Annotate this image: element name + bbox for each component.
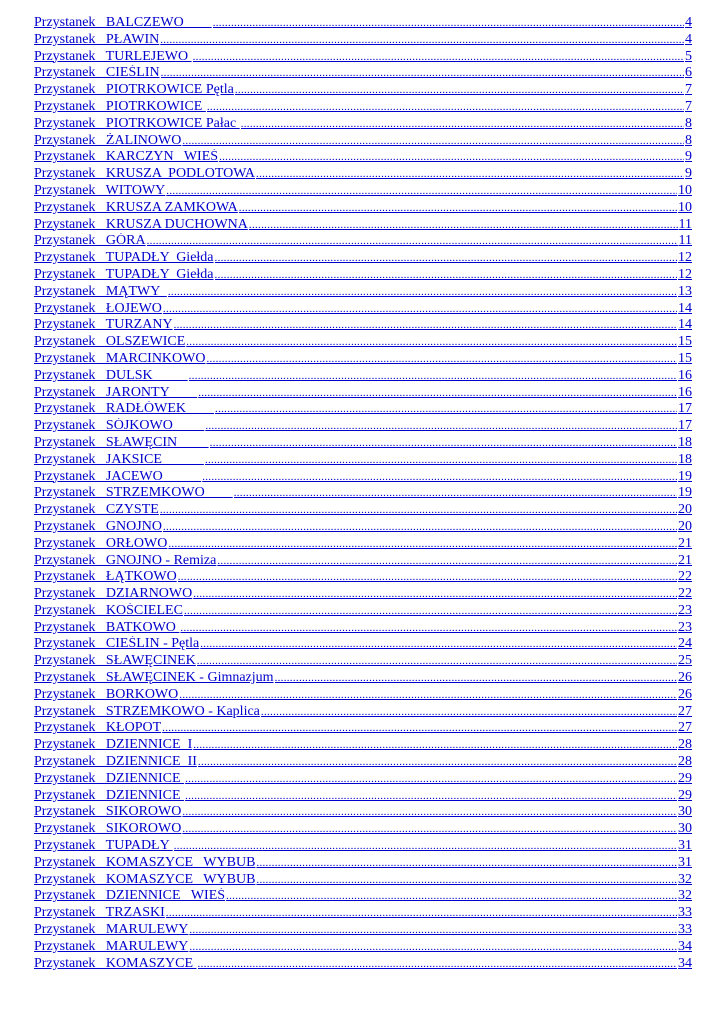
toc-entry-label: Przystanek SIKOROWO [34,821,182,837]
toc-entry-link[interactable] [34,502,692,519]
toc-entry-label: Przystanek DZIARNOWO [34,586,193,602]
toc-dot-leader [189,368,677,385]
toc-entry-link[interactable] [34,905,692,922]
toc-entry-page-number: 8 [685,115,692,131]
toc-entry-link[interactable] [34,133,692,150]
toc-entry-label: Przystanek ŁĄTKOWO [34,569,177,585]
toc-entry-label: Przystanek PIOTRKOWICE Pałac [34,115,240,131]
toc-entry-label: Przystanek KOMASZYCE WYBUB [34,871,256,887]
toc-entry-page-number: 9 [685,149,692,165]
toc-entry-page-number: 10 [678,182,692,198]
toc-entry-page-number: 31 [678,838,692,854]
toc-entry-link[interactable] [34,351,692,368]
toc-dot-leader [205,452,677,469]
toc-dot-leader [198,754,677,771]
toc-entry-page-number: 13 [678,283,692,299]
toc-dot-leader [189,939,677,956]
toc-entry-label: Przystanek CZYSTE [34,502,159,518]
toc-entry-page-number: 16 [678,384,692,400]
toc-entry-page-number: 9 [685,166,692,182]
toc-entry-page-number: 31 [678,854,692,870]
toc-entry-link[interactable] [34,166,692,183]
toc-entry-link[interactable] [34,183,692,200]
toc-entry-page-number: 24 [678,636,692,652]
toc-entry-link[interactable] [34,452,692,469]
toc-entry-link[interactable] [34,838,692,855]
toc-entry-link[interactable] [34,704,692,721]
toc-entry-page-number: 30 [678,821,692,837]
toc-dot-leader [168,536,677,553]
toc-entry-link[interactable] [34,99,692,116]
toc-entry-label: Przystanek DZIENNICE [34,787,185,803]
toc-entry-label: Przystanek BORKOWO [34,686,179,702]
toc-entry-label: Przystanek CIEŚLIN [34,65,160,81]
toc-entry-page-number: 6 [685,65,692,81]
toc-entry-label: Przystanek BALCZEWO [34,15,212,30]
toc-entry-label: Przystanek KOŚCIELEC [34,602,183,618]
toc-dot-leader [180,620,677,637]
toc-entry-label: Przystanek SIKOROWO [34,804,182,820]
toc-entry-page-number: 33 [678,905,692,921]
toc-dot-leader [235,82,684,99]
toc-dot-leader [163,301,677,318]
toc-dot-leader [160,502,677,519]
toc-entry-label: Przystanek KRUSZA ZAMKOWA [34,199,238,215]
toc-dot-leader [210,435,677,452]
toc-entry-link[interactable] [34,317,692,334]
toc-dot-leader [166,183,677,200]
toc-dot-leader [182,804,677,821]
toc-entry-label: Przystanek ŁOJEWO [34,300,162,316]
toc-dot-leader [193,586,677,603]
toc-entry-label: Przystanek JACEWO [34,468,202,484]
toc-entry-page-number: 4 [685,15,692,30]
toc-entry-page-number: 22 [678,586,692,602]
toc-entry-page-number: 11 [678,233,692,249]
toc-entry-label: Przystanek JARONTY [34,384,198,400]
toc-dot-leader [275,670,677,687]
toc-entry-label: Przystanek PŁAWIN [34,31,160,47]
toc-dot-leader [207,99,684,116]
toc-entry-label: Przystanek ŻALINOWO [34,132,182,148]
toc-entry-link[interactable] [34,301,692,318]
toc-entry-link[interactable] [34,334,692,351]
toc-dot-leader [166,905,677,922]
toc-entry-page-number: 26 [678,670,692,686]
toc-entry-label: Przystanek KŁOPOT [34,720,162,736]
toc-entry-label: Przystanek CIEŚLIN - Pętla [34,636,200,652]
toc-entry-link[interactable] [34,737,692,754]
toc-dot-leader [182,821,677,838]
toc-entry-label: Przystanek BATKOWO [34,619,180,635]
toc-dot-leader [185,771,677,788]
toc-entry-link[interactable] [34,32,692,49]
toc-entry-page-number: 33 [678,922,692,938]
toc-entry-label: Przystanek OLSZEWICE [34,334,186,350]
toc-entry-label: Przystanek DULSK [34,367,188,383]
toc-entry-page-number: 12 [678,266,692,282]
toc-entry-link[interactable] [34,620,692,637]
toc-dot-leader [205,418,677,435]
toc-entry-label: Przystanek SÓJKOWO [34,418,205,434]
toc-entry-label: Przystanek KARCZYN WIEŚ [34,149,219,165]
toc-dot-leader [217,553,677,570]
toc-entry-page-number: 21 [678,535,692,551]
toc-entry-link[interactable] [34,939,692,956]
toc-entry-label: Przystanek JAKSICE [34,451,204,467]
toc-entry-link[interactable] [34,855,692,872]
toc-entry-label: Przystanek TURZANY [34,317,173,333]
toc-entry-link[interactable] [34,636,692,653]
toc-entry-link[interactable] [34,15,692,32]
toc-entry-link[interactable] [34,385,692,402]
toc-entry-page-number: 17 [678,418,692,434]
toc-entry-page-number: 15 [678,350,692,366]
toc-entry-link[interactable] [34,284,692,301]
toc-entry-link[interactable] [34,200,692,217]
toc-dot-leader [206,351,677,368]
toc-dot-leader [239,200,677,217]
toc-entry-link[interactable] [34,82,692,99]
toc-dot-leader [215,267,677,284]
toc-entry-page-number: 18 [678,451,692,467]
toc-entry-label: Przystanek STRZEMKOWO [34,485,233,501]
toc-entry-page-number: 29 [678,787,692,803]
toc-entry-label: Przystanek MARULEWY [34,938,189,954]
toc-entry-label: Przystanek STRZEMKOWO - Kaplica [34,703,260,719]
toc-entry-page-number: 23 [678,602,692,618]
toc-entry-page-number: 19 [678,485,692,501]
toc-entry-label: Przystanek RADŁÓWEK [34,401,215,417]
toc-dot-leader [215,250,677,267]
toc-dot-leader [249,217,678,234]
toc-entry-page-number: 12 [678,250,692,266]
toc-entry-link[interactable] [34,49,692,66]
toc-entry-page-number: 19 [678,468,692,484]
toc-entry-page-number: 11 [678,216,692,232]
toc-entry-label: Przystanek KRUSZA PODLOTOWA [34,166,256,182]
toc-entry-label: Przystanek PIOTRKOWICE [34,98,206,114]
toc-dot-leader [197,653,677,670]
toc-entry-page-number: 28 [678,754,692,770]
toc-entry-link[interactable] [34,788,692,805]
toc-dot-leader [202,469,677,486]
toc-entry-link[interactable] [34,435,692,452]
toc-entry-label: Przystanek TUPADŁY Giełda [34,266,214,282]
toc-dot-leader [261,704,677,721]
toc-dot-leader [213,15,684,32]
toc-entry-link[interactable] [34,217,692,234]
toc-dot-leader [184,603,677,620]
toc-dot-leader [256,872,677,889]
toc-entry-link[interactable] [34,469,692,486]
toc-entry-page-number: 17 [678,401,692,417]
toc-entry-page-number: 27 [678,703,692,719]
toc-dot-leader [226,888,677,905]
toc-dot-leader [186,334,677,351]
toc-entry-page-number: 26 [678,686,692,702]
toc-entry-link[interactable] [34,653,692,670]
toc-entry-link[interactable] [34,687,692,704]
toc-entry-page-number: 23 [678,619,692,635]
toc-entry-link[interactable] [34,771,692,788]
toc-entry-label: Przystanek MĄTWY [34,283,167,299]
toc-entry-label: Przystanek MARULEWY [34,922,189,938]
toc-entry-page-number: 28 [678,737,692,753]
toc-entry-link[interactable] [34,821,692,838]
toc-entry-link[interactable] [34,65,692,82]
toc-entry-link[interactable] [34,586,692,603]
toc-dot-leader [185,788,677,805]
toc-entry-page-number: 34 [678,955,692,971]
toc-entry-link[interactable] [34,872,692,889]
toc-dot-leader [198,956,677,973]
toc-dot-leader [234,485,677,502]
toc-dot-leader [198,385,677,402]
toc-entry-label: Przystanek ORŁOWO [34,535,168,551]
toc-entry-label: Przystanek SŁAWĘCINEK - Gimnazjum [34,670,274,686]
toc-entry-page-number: 7 [685,98,692,114]
toc-entry-link[interactable] [34,603,692,620]
toc-entry-link[interactable] [34,536,692,553]
toc-entry-page-number: 20 [678,502,692,518]
toc-entry-link[interactable] [34,670,692,687]
toc-entry-page-number: 5 [685,48,692,64]
toc-entry-label: Przystanek DZIENNICE II [34,754,197,770]
toc-entry-link[interactable] [34,485,692,502]
toc-dot-leader [182,133,684,150]
toc-dot-leader [147,233,678,250]
toc-entry-label: Przystanek MARCINKOWO [34,350,206,366]
toc-entry-page-number: 4 [685,31,692,47]
toc-entry-page-number: 30 [678,804,692,820]
toc-dot-leader [168,284,677,301]
toc-dot-leader [189,922,677,939]
toc-entry-page-number: 18 [678,434,692,450]
toc-entry-link[interactable] [34,956,692,973]
toc-entry-label: Przystanek TURLEJEWO [34,48,192,64]
toc-entry-link[interactable] [34,754,692,771]
toc-entry-page-number: 32 [678,871,692,887]
toc-entry-label: Przystanek GÓRA [34,233,146,249]
toc-entry-page-number: 32 [678,888,692,904]
toc-entry-label: Przystanek SŁAWĘCINEK [34,653,196,669]
toc-dot-leader [161,65,684,82]
toc-entry-link[interactable] [34,553,692,570]
toc-entry-link[interactable] [34,149,692,166]
toc-dot-leader [163,519,677,536]
toc-dot-leader [179,687,677,704]
toc-dot-leader [256,855,677,872]
toc-entry-label: Przystanek GNOJNO - Remiza [34,552,217,568]
toc-dot-leader [256,166,684,183]
toc-entry-link[interactable] [34,569,692,586]
toc-entry-page-number: 10 [678,199,692,215]
toc-entry-link[interactable] [34,418,692,435]
toc-entry-label: Przystanek GNOJNO [34,518,162,534]
toc-dot-leader [200,636,677,653]
toc-entry-page-number: 20 [678,518,692,534]
toc-entry-link[interactable] [34,519,692,536]
toc-dot-leader [219,149,684,166]
toc-entry-page-number: 14 [678,317,692,333]
toc-entry-page-number: 34 [678,938,692,954]
toc-dot-leader [160,32,684,49]
toc-entry-page-number: 7 [685,82,692,98]
toc-entry-label: Przystanek DZIENNICE [34,770,185,786]
toc-dot-leader [174,317,677,334]
toc-entry-page-number: 25 [678,653,692,669]
toc-entry-label: Przystanek DZIENNICE I [34,737,193,753]
toc-entry-page-number: 14 [678,300,692,316]
toc-entry-link[interactable] [34,888,692,905]
toc-entry-label: Przystanek KOMASZYCE WYBUB [34,854,256,870]
toc-entry-link[interactable] [34,401,692,418]
toc-entry-page-number: 15 [678,334,692,350]
toc-dot-leader [174,838,677,855]
toc-entry-link[interactable] [34,267,692,284]
toc-entry-label: Przystanek SŁAWĘCIN [34,434,209,450]
toc-dot-leader [193,49,684,66]
toc-entry-link[interactable] [34,368,692,385]
toc-entry-label: Przystanek DZIENNICE WIEŚ [34,888,226,904]
toc-entry-page-number: 21 [678,552,692,568]
toc-entry-label: Przystanek TRZASKI [34,905,165,921]
toc-dot-leader [193,737,677,754]
toc-entry-link[interactable] [34,804,692,821]
toc-entry-label: Przystanek KRUSZA DUCHOWNA [34,216,248,232]
toc-dot-leader [162,720,677,737]
toc-entry-label: Przystanek TUPADŁY Giełda [34,250,214,266]
toc-entry-label: Przystanek TUPADŁY [34,838,173,854]
toc-entry-label: Przystanek PIOTRKOWICE Pętla [34,82,234,98]
toc-entry-link[interactable] [34,233,692,250]
toc-entry-label: Przystanek KOMASZYCE [34,955,197,971]
toc-entry-link[interactable] [34,116,692,133]
toc-entry-page-number: 16 [678,367,692,383]
toc-entry-page-number: 8 [685,132,692,148]
toc-entry-link[interactable] [34,720,692,737]
toc-entry-link[interactable] [34,250,692,267]
table-of-contents [34,15,692,972]
toc-entry-label: Przystanek WITOWY [34,182,166,198]
toc-dot-leader [178,569,677,586]
toc-entry-page-number: 22 [678,569,692,585]
toc-entry-page-number: 27 [678,720,692,736]
toc-dot-leader [241,116,684,133]
toc-entry-page-number: 29 [678,770,692,786]
toc-dot-leader [215,401,677,418]
toc-entry-link[interactable] [34,922,692,939]
